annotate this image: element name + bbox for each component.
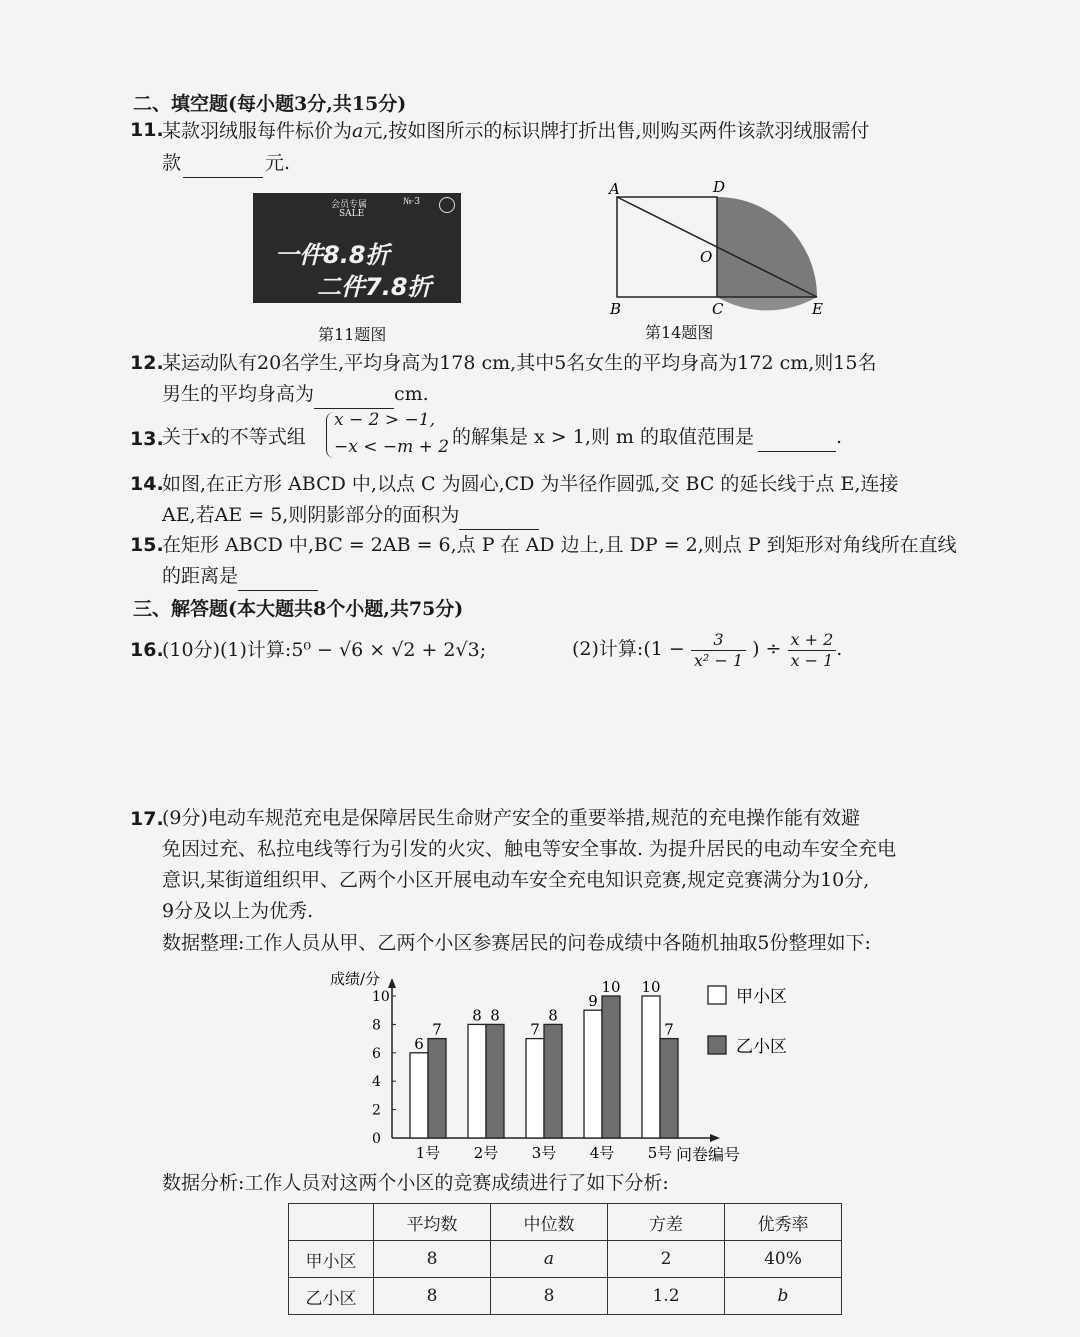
- table-cell: 8: [374, 1241, 491, 1278]
- bar-data-label: 10: [601, 978, 621, 996]
- bar: [468, 1024, 486, 1138]
- x-tick-label: 1号: [415, 1144, 441, 1162]
- q11-text-line1: [162, 116, 869, 146]
- bar-data-label: 7: [664, 1020, 674, 1039]
- q16-part1: (10分)(1)计算:5⁰ − √6 × √2 + 2√3;: [162, 639, 487, 661]
- bar: [642, 996, 660, 1138]
- table-cell: b: [725, 1278, 842, 1315]
- q14-text-a: AE,若AE = 5,则阴影部分的面积为: [162, 504, 460, 526]
- q15-text-a: 的距离是: [162, 565, 239, 587]
- sign-round-icon: [439, 197, 455, 213]
- q17-text-line2: 免因过充、私拉电线等行为引发的火灾、触电等安全事故. 为提升居民的电动车安全充电: [162, 838, 897, 860]
- q11-text-b: 元,按如图所示的标识牌打折出售,则购买两件该款羽绒服需付: [363, 120, 870, 142]
- section-title-solve: 三、解答题(本大题共8个小题,共75分): [133, 598, 464, 620]
- legend-label: 甲小区: [736, 987, 787, 1007]
- q12-text-line2: [162, 379, 429, 409]
- q13-text-b: 的不等式组: [210, 426, 306, 448]
- sign-line2: 二件7.8折: [317, 273, 432, 301]
- bar-data-label: 10: [641, 978, 661, 996]
- bar: [602, 996, 620, 1138]
- figure-caption-14: 第14题图: [645, 323, 714, 342]
- q17-text-line6: 数据分析:工作人员对这两个小区的竞赛成绩进行了如下分析:: [162, 1172, 669, 1194]
- label-c: C: [712, 300, 724, 318]
- x-tick-label: 4号: [589, 1144, 615, 1162]
- inequality-2: −x < −m + 2: [334, 437, 450, 457]
- bar-data-label: 8: [490, 1006, 500, 1025]
- q11-text-a: 某款羽绒服每件标价为: [162, 120, 353, 142]
- bar: [584, 1010, 602, 1138]
- bar: [428, 1039, 446, 1138]
- table-header-cell: 中位数: [491, 1204, 608, 1241]
- q16-part2: [572, 625, 842, 673]
- label-b: B: [610, 300, 622, 318]
- sign-line1: 一件8.8折: [275, 241, 390, 269]
- table-header-cell: [289, 1204, 374, 1241]
- q16-part2-pre: (2)计算:(1 −: [572, 638, 685, 660]
- question-number: 11.: [130, 119, 164, 141]
- bar-data-label: 9: [588, 992, 598, 1011]
- x-axis-arrow: [710, 1134, 720, 1142]
- table-cell: 8: [374, 1278, 491, 1315]
- table-header-cell: 方差: [608, 1204, 725, 1241]
- q16-part2-mid: ) ÷: [752, 638, 782, 660]
- q13-text-c: 的解集是 x > 1,则 m 的取值范围是: [452, 426, 754, 448]
- y-tick-label: 10: [372, 989, 390, 1005]
- q15-text-line2: [162, 561, 318, 591]
- q16-part2-end: .: [836, 638, 843, 660]
- q11-text-d: 元.: [265, 152, 291, 174]
- y-axis-arrow: [388, 978, 396, 988]
- bar-data-label: 8: [548, 1006, 558, 1025]
- label-d: D: [713, 180, 726, 196]
- section-title-fill-in: 二、填空题(每小题3分,共15分): [133, 93, 407, 115]
- bar: [660, 1039, 678, 1138]
- q13-var-x: x: [200, 426, 211, 448]
- sign-sale-text: SALE: [339, 209, 365, 219]
- question-number: 12.: [130, 352, 164, 374]
- bar-data-label: 7: [432, 1020, 442, 1039]
- fraction-1: [691, 630, 746, 671]
- shaded-region: [717, 197, 817, 297]
- table-row: [289, 1241, 842, 1278]
- label-e: E: [812, 300, 823, 318]
- bar: [526, 1039, 544, 1138]
- fraction-2-numerator: x + 2: [788, 630, 837, 651]
- legend-label: 乙小区: [736, 1037, 787, 1057]
- q13-text-post: 的解集是 x > 1,则 m 的取值范围是 .: [452, 422, 842, 452]
- q12-text-b: cm.: [394, 383, 429, 405]
- bar: [486, 1024, 504, 1138]
- answer-blank[interactable]: [314, 388, 394, 409]
- table-cell: 40%: [725, 1241, 842, 1278]
- discount-sign-image: [253, 193, 461, 303]
- q11-var-a: a: [352, 120, 364, 142]
- table-row: [289, 1278, 842, 1315]
- answer-blank[interactable]: [758, 431, 836, 452]
- fraction-1-denominator: x² − 1: [693, 650, 744, 670]
- bar: [410, 1053, 428, 1138]
- bar-data-label: 8: [472, 1006, 482, 1025]
- q17-text-line4: 9分及以上为优秀.: [162, 900, 314, 922]
- label-a: A: [609, 180, 620, 198]
- question-number: 17.: [130, 808, 164, 830]
- y-tick-label: 6: [372, 1045, 381, 1062]
- answer-blank[interactable]: [459, 509, 539, 530]
- legend-swatch: [708, 986, 726, 1004]
- table-header-row: [289, 1204, 842, 1241]
- table-cell: 8: [491, 1278, 608, 1315]
- question-number: 13.: [130, 428, 164, 450]
- score-bar-chart: [320, 958, 800, 1168]
- y-axis-label: 成绩/分: [330, 970, 381, 988]
- y-tick-label: 0: [372, 1131, 381, 1147]
- answer-blank[interactable]: [183, 157, 263, 178]
- q12-text-line1: 某运动队有20名学生,平均身高为178 cm,其中5名女生的平均身高为172 cm,则15名: [162, 352, 877, 374]
- table-cell: 1.2: [608, 1278, 725, 1315]
- answer-blank[interactable]: [238, 570, 318, 591]
- sign-number-text: №·3: [403, 197, 421, 207]
- square-abcd: [617, 197, 717, 297]
- x-tick-label: 5号: [647, 1144, 673, 1162]
- x-axis-label: 问卷编号: [676, 1145, 741, 1164]
- fraction-2: [788, 630, 837, 671]
- table-cell: 2: [608, 1241, 725, 1278]
- fraction-2-denominator: x − 1: [790, 650, 834, 670]
- inequality-1: x − 2 > −1,: [334, 410, 435, 430]
- q17-text-line1: (9分)电动车规范充电是保障居民生命财产安全的重要举措,规范的充电操作能有效避: [162, 807, 860, 829]
- y-tick-label: 4: [372, 1074, 381, 1091]
- q12-text-a: 男生的平均身高为: [162, 383, 315, 405]
- q17-text-line3: 意识,某街道组织甲、乙两个小区开展电动车安全充电知识竞赛,规定竞赛满分为10分,: [162, 869, 870, 891]
- bar: [544, 1024, 562, 1138]
- table-cell: a: [491, 1241, 608, 1278]
- q15-text-line1: 在矩形 ABCD 中,BC = 2AB = 6,点 P 在 AD 边上,且 DP = 2,则点 P 到矩形对角线所在直线: [162, 534, 957, 556]
- q17-text-line5: 数据整理:工作人员从甲、乙两个小区参赛居民的问卷成绩中各随机抽取5份整理如下:: [162, 932, 871, 954]
- y-tick-label: 2: [372, 1102, 381, 1119]
- table-header-cell: 优秀率: [725, 1204, 842, 1241]
- fraction-1-numerator: 3: [691, 630, 746, 651]
- y-tick-label: 8: [372, 1017, 381, 1034]
- q13-text-pre: [162, 422, 306, 452]
- question-number: 14.: [130, 473, 164, 495]
- figure-14-diagram: [600, 180, 840, 320]
- x-tick-label: 2号: [473, 1144, 499, 1162]
- q14-text-line2: [162, 500, 539, 530]
- bar-data-label: 7: [530, 1020, 540, 1039]
- figure-caption-11: 第11题图: [318, 325, 387, 344]
- question-number: 15.: [130, 534, 164, 556]
- q13-text-a: 关于: [162, 426, 201, 448]
- q11-text-c: 款: [162, 152, 182, 174]
- bar-data-label: 6: [414, 1034, 424, 1053]
- question-number: 16.: [130, 639, 164, 661]
- sign-top-text: 会员专属: [331, 200, 368, 210]
- q14-text-line1: 如图,在正方形 ABCD 中,以点 C 为圆心,CD 为半径作圆弧,交 BC 的延长线于点 E,连接: [162, 473, 899, 495]
- table-header-cell: 平均数: [374, 1204, 491, 1241]
- q11-text-line2: [162, 148, 290, 178]
- label-o: O: [700, 248, 713, 266]
- stats-table: [288, 1203, 842, 1315]
- x-tick-label: 3号: [531, 1144, 557, 1162]
- legend-swatch: [708, 1036, 726, 1054]
- table-cell: 乙小区: [289, 1278, 374, 1315]
- table-cell: 甲小区: [289, 1241, 374, 1278]
